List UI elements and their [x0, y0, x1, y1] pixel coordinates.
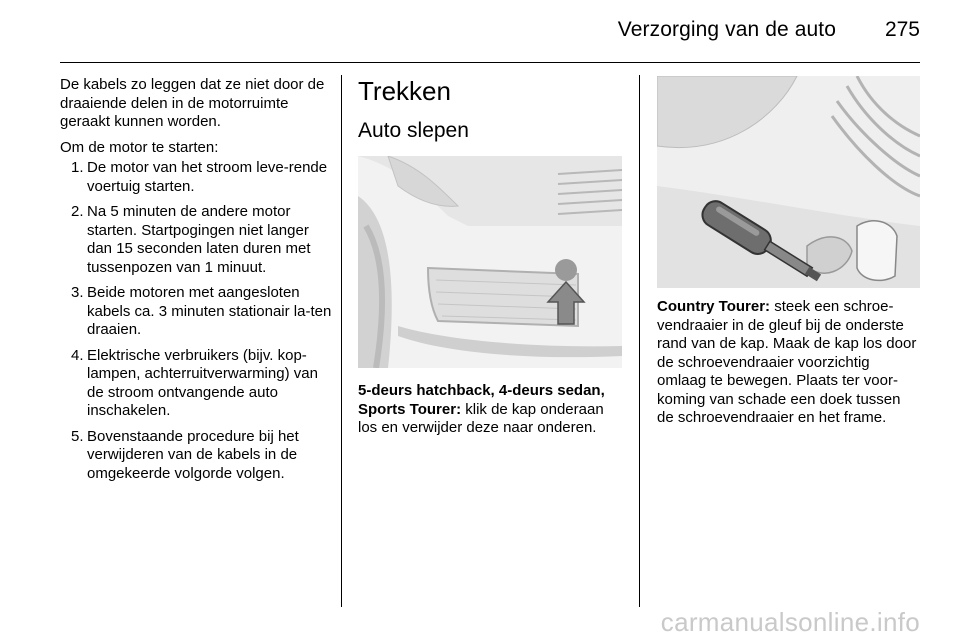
step-text: Elektrische verbruikers (bijv. kop-lampen, achterruitverwarming) van de stroom ontvangende auto inschakelen. [87, 346, 318, 419]
step-number: 3. [71, 284, 84, 301]
bumper-cover-illustration [358, 156, 622, 368]
figure-caption [657, 298, 921, 428]
step-text: Na 5 minuten de andere motor starten. Startpogingen niet langer dan 15 seconden laten duren met tussenpozen van 1 minuut. [87, 203, 311, 276]
steps-list [60, 159, 332, 483]
step-text: De motor van het stroom leve-rende voertuig starten. [87, 159, 328, 195]
intro-paragraph-2: Om de motor te starten: [60, 138, 219, 156]
step-text: Beide motoren met aangesloten kabels ca. 3 minuten stationair la-ten draaien. [87, 284, 332, 338]
screwdriver-illustration [657, 76, 920, 288]
step-number: 2. [71, 203, 84, 220]
page-number: 275 [884, 18, 920, 41]
list-item [60, 428, 332, 484]
intro-paragraph: De kabels zo leggen dat ze niet door de draaiende delen in de motorruimte geraakt kunnen worden. [60, 76, 325, 130]
section-heading: Trekken [358, 76, 451, 106]
step-number: 4. [71, 346, 84, 364]
step-text: Bovenstaande procedure bij het verwijderen van de kabels in de omgekeerde volgorde volgen. [87, 427, 299, 482]
list-item [60, 203, 332, 277]
subsection-heading: Auto slepen [358, 119, 469, 142]
watermark-text: carmanualsonline.info [660, 607, 920, 637]
caption-bold: 5-deurs hatchback, 4-deurs sedan, Sports Tourer: [358, 382, 605, 418]
column-3 [657, 76, 921, 428]
caption-text: klik de kap onderaan los en verwijder deze naar onderen. [358, 400, 604, 436]
column-divider [639, 75, 640, 607]
column-2 [358, 76, 626, 438]
list-item [60, 347, 332, 421]
list-item [60, 159, 332, 196]
page-header [60, 0, 920, 63]
step-number: 5. [71, 427, 84, 445]
column-1 [60, 76, 332, 490]
header-title: Verzorging van de auto [617, 18, 836, 41]
list-item [60, 284, 332, 340]
column-divider [341, 75, 342, 607]
caption-text: steek een schroe-vendraaier in de gleuf bij de onderste rand van de kap. Maak de kap los door de schroevendraaier voorzichtig omlaag te bewegen. Plaats ter voor-koming van schade een doek tussen de schroevendraaier en het frame. [657, 298, 917, 426]
caption-bold: Country Tourer: [657, 298, 771, 315]
figure-caption [358, 382, 626, 438]
step-number: 1. [71, 159, 84, 176]
